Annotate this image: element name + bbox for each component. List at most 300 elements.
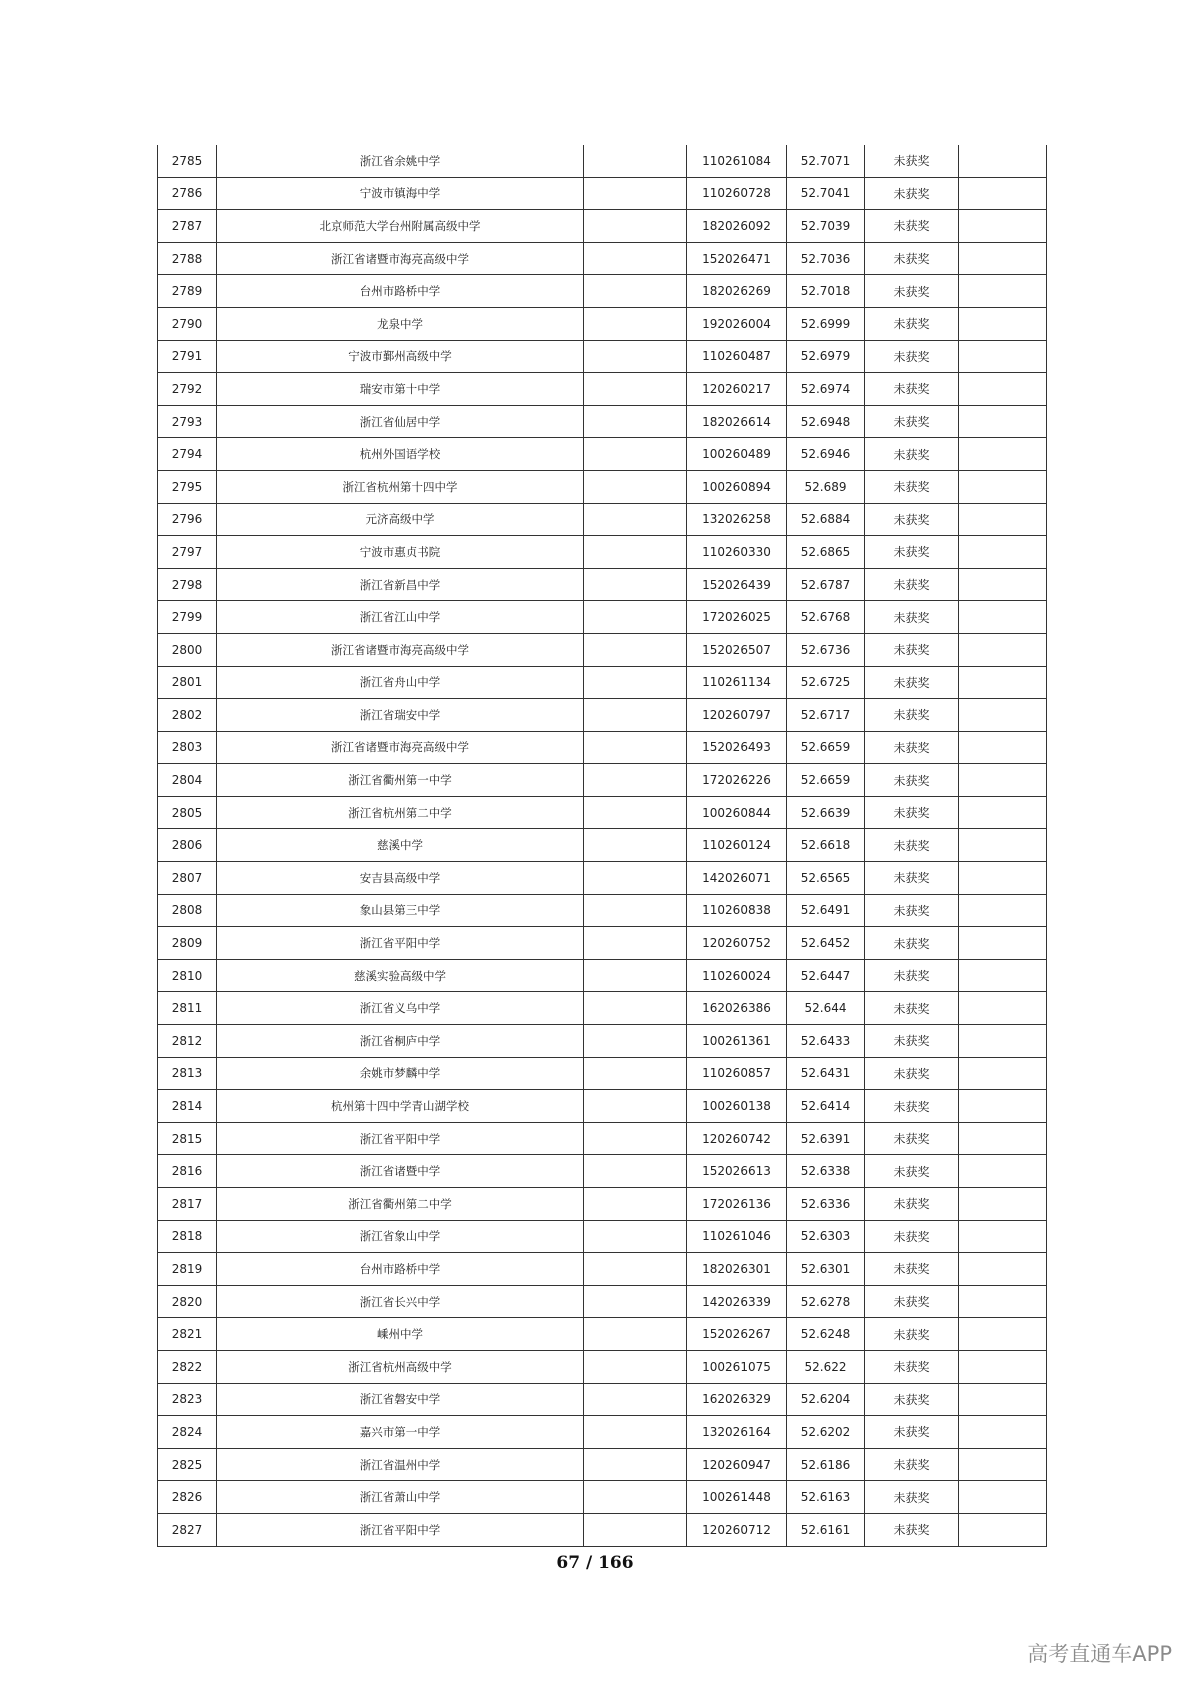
award-cell: 未获奖 (865, 666, 959, 699)
empty-cell (959, 275, 1047, 308)
id-cell: 110260838 (687, 894, 787, 927)
score-cell: 52.6391 (787, 1122, 865, 1155)
school-cell: 浙江省象山中学 (217, 1220, 584, 1253)
rank-cell: 2818 (158, 1220, 217, 1253)
empty-cell (584, 177, 687, 210)
award-cell: 未获奖 (865, 1481, 959, 1514)
id-cell: 120260947 (687, 1448, 787, 1481)
empty-cell (584, 145, 687, 177)
award-cell: 未获奖 (865, 1513, 959, 1546)
empty-cell (959, 1025, 1047, 1058)
empty-cell (584, 1513, 687, 1546)
id-cell: 100261075 (687, 1350, 787, 1383)
score-cell: 52.6161 (787, 1513, 865, 1546)
empty-cell (959, 568, 1047, 601)
school-cell: 浙江省衢州第二中学 (217, 1188, 584, 1221)
rank-cell: 2807 (158, 862, 217, 895)
empty-cell (959, 373, 1047, 406)
score-cell: 52.6659 (787, 731, 865, 764)
rank-cell: 2804 (158, 764, 217, 797)
award-cell: 未获奖 (865, 927, 959, 960)
id-cell: 162026386 (687, 992, 787, 1025)
award-cell: 未获奖 (865, 536, 959, 569)
school-cell: 浙江省瑞安中学 (217, 699, 584, 732)
id-cell: 132026258 (687, 503, 787, 536)
rank-cell: 2794 (158, 438, 217, 471)
school-cell: 浙江省平阳中学 (217, 927, 584, 960)
empty-cell (959, 438, 1047, 471)
score-cell: 52.7039 (787, 210, 865, 243)
rank-cell: 2805 (158, 796, 217, 829)
empty-cell (584, 275, 687, 308)
school-cell: 浙江省长兴中学 (217, 1285, 584, 1318)
id-cell: 110261046 (687, 1220, 787, 1253)
rank-cell: 2791 (158, 340, 217, 373)
rank-cell: 2814 (158, 1090, 217, 1123)
table-row (158, 1416, 1047, 1449)
score-cell: 52.6725 (787, 666, 865, 699)
table-row (158, 1025, 1047, 1058)
school-cell: 台州市路桥中学 (217, 1253, 584, 1286)
empty-cell (959, 1285, 1047, 1318)
table-row (158, 1090, 1047, 1123)
id-cell: 110260728 (687, 177, 787, 210)
award-cell: 未获奖 (865, 699, 959, 732)
id-cell: 100261448 (687, 1481, 787, 1514)
empty-cell (584, 1350, 687, 1383)
id-cell: 182026614 (687, 405, 787, 438)
empty-cell (584, 340, 687, 373)
table-row (158, 1057, 1047, 1090)
id-cell: 142026071 (687, 862, 787, 895)
score-cell: 52.6431 (787, 1057, 865, 1090)
id-cell: 182026092 (687, 210, 787, 243)
score-cell: 52.6433 (787, 1025, 865, 1058)
empty-cell (584, 992, 687, 1025)
id-cell: 142026339 (687, 1285, 787, 1318)
table-row (158, 894, 1047, 927)
rank-cell: 2825 (158, 1448, 217, 1481)
school-cell: 浙江省仙居中学 (217, 405, 584, 438)
award-cell: 未获奖 (865, 242, 959, 275)
empty-cell (584, 1090, 687, 1123)
award-cell: 未获奖 (865, 829, 959, 862)
table-row (158, 731, 1047, 764)
score-cell: 52.6717 (787, 699, 865, 732)
empty-cell (959, 177, 1047, 210)
table-row (158, 536, 1047, 569)
rank-cell: 2799 (158, 601, 217, 634)
score-cell: 52.6787 (787, 568, 865, 601)
table-row (158, 1188, 1047, 1221)
id-cell: 120260797 (687, 699, 787, 732)
table-body (158, 145, 1047, 1546)
rank-cell: 2801 (158, 666, 217, 699)
score-cell: 52.6301 (787, 1253, 865, 1286)
table-row (158, 862, 1047, 895)
empty-cell (959, 210, 1047, 243)
table-row (158, 1253, 1047, 1286)
award-cell: 未获奖 (865, 1057, 959, 1090)
rank-cell: 2789 (158, 275, 217, 308)
empty-cell (584, 764, 687, 797)
table-row (158, 340, 1047, 373)
school-cell: 浙江省衢州第一中学 (217, 764, 584, 797)
score-cell: 52.6491 (787, 894, 865, 927)
id-cell: 110260857 (687, 1057, 787, 1090)
rank-cell: 2816 (158, 1155, 217, 1188)
school-cell: 嘉兴市第一中学 (217, 1416, 584, 1449)
rank-cell: 2800 (158, 633, 217, 666)
table-row (158, 699, 1047, 732)
table-row (158, 1122, 1047, 1155)
score-cell: 52.6447 (787, 959, 865, 992)
id-cell: 120260752 (687, 927, 787, 960)
table-row (158, 1481, 1047, 1514)
id-cell: 110260330 (687, 536, 787, 569)
award-cell: 未获奖 (865, 862, 959, 895)
watermark: 高考直通车APP (1027, 1642, 1172, 1666)
empty-cell (584, 1220, 687, 1253)
table-row (158, 242, 1047, 275)
id-cell: 120260742 (687, 1122, 787, 1155)
award-cell: 未获奖 (865, 796, 959, 829)
empty-cell (584, 1285, 687, 1318)
empty-cell (959, 927, 1047, 960)
empty-cell (959, 764, 1047, 797)
empty-cell (584, 503, 687, 536)
table-row (158, 503, 1047, 536)
score-cell: 52.6163 (787, 1481, 865, 1514)
id-cell: 162026329 (687, 1383, 787, 1416)
table-row (158, 1220, 1047, 1253)
empty-cell (959, 894, 1047, 927)
score-cell: 52.7018 (787, 275, 865, 308)
rank-cell: 2826 (158, 1481, 217, 1514)
award-cell: 未获奖 (865, 568, 959, 601)
rank-cell: 2793 (158, 405, 217, 438)
empty-cell (959, 731, 1047, 764)
empty-cell (584, 1188, 687, 1221)
award-cell: 未获奖 (865, 1122, 959, 1155)
school-cell: 浙江省诸暨市海亮高级中学 (217, 242, 584, 275)
award-cell: 未获奖 (865, 1253, 959, 1286)
id-cell: 192026004 (687, 307, 787, 340)
score-cell: 52.6303 (787, 1220, 865, 1253)
id-cell: 172026136 (687, 1188, 787, 1221)
score-cell: 52.6659 (787, 764, 865, 797)
empty-cell (959, 503, 1047, 536)
empty-cell (584, 1253, 687, 1286)
award-cell: 未获奖 (865, 438, 959, 471)
empty-cell (959, 959, 1047, 992)
school-cell: 余姚市梦麟中学 (217, 1057, 584, 1090)
table-row (158, 210, 1047, 243)
empty-cell (959, 666, 1047, 699)
id-cell: 152026267 (687, 1318, 787, 1351)
school-cell: 宁波市鄞州高级中学 (217, 340, 584, 373)
empty-cell (959, 633, 1047, 666)
id-cell: 120260712 (687, 1513, 787, 1546)
school-cell: 北京师范大学台州附属高级中学 (217, 210, 584, 243)
school-cell: 慈溪实验高级中学 (217, 959, 584, 992)
school-cell: 浙江省诸暨市海亮高级中学 (217, 731, 584, 764)
empty-cell (584, 666, 687, 699)
empty-cell (584, 959, 687, 992)
school-cell: 慈溪中学 (217, 829, 584, 862)
empty-cell (584, 699, 687, 732)
score-cell: 52.689 (787, 470, 865, 503)
id-cell: 182026301 (687, 1253, 787, 1286)
empty-cell (584, 1416, 687, 1449)
award-cell: 未获奖 (865, 959, 959, 992)
empty-cell (584, 1057, 687, 1090)
table-row (158, 177, 1047, 210)
table-row (158, 275, 1047, 308)
school-cell: 龙泉中学 (217, 307, 584, 340)
award-cell: 未获奖 (865, 1448, 959, 1481)
award-cell: 未获奖 (865, 1025, 959, 1058)
empty-cell (959, 536, 1047, 569)
rank-cell: 2817 (158, 1188, 217, 1221)
school-cell: 浙江省余姚中学 (217, 145, 584, 177)
school-cell: 宁波市镇海中学 (217, 177, 584, 210)
table-row (158, 796, 1047, 829)
score-cell: 52.622 (787, 1350, 865, 1383)
table-row (158, 145, 1047, 177)
school-cell: 浙江省杭州高级中学 (217, 1350, 584, 1383)
id-cell: 110260024 (687, 959, 787, 992)
score-cell: 52.6979 (787, 340, 865, 373)
empty-cell (959, 1318, 1047, 1351)
empty-cell (959, 242, 1047, 275)
school-cell: 浙江省舟山中学 (217, 666, 584, 699)
rank-cell: 2810 (158, 959, 217, 992)
empty-cell (959, 601, 1047, 634)
school-cell: 安吉县高级中学 (217, 862, 584, 895)
award-cell: 未获奖 (865, 992, 959, 1025)
id-cell: 100260138 (687, 1090, 787, 1123)
award-cell: 未获奖 (865, 503, 959, 536)
school-cell: 浙江省杭州第十四中学 (217, 470, 584, 503)
empty-cell (959, 1220, 1047, 1253)
rank-cell: 2787 (158, 210, 217, 243)
id-cell: 182026269 (687, 275, 787, 308)
score-cell: 52.6999 (787, 307, 865, 340)
empty-cell (584, 633, 687, 666)
rank-cell: 2806 (158, 829, 217, 862)
score-cell: 52.6414 (787, 1090, 865, 1123)
school-cell: 浙江省义乌中学 (217, 992, 584, 1025)
rank-cell: 2798 (158, 568, 217, 601)
score-cell: 52.6338 (787, 1155, 865, 1188)
rank-cell: 2824 (158, 1416, 217, 1449)
table-row (158, 1155, 1047, 1188)
id-cell: 110260487 (687, 340, 787, 373)
empty-cell (959, 1481, 1047, 1514)
rank-cell: 2797 (158, 536, 217, 569)
empty-cell (584, 862, 687, 895)
empty-cell (584, 1155, 687, 1188)
score-cell: 52.7071 (787, 145, 865, 177)
score-cell: 52.6565 (787, 862, 865, 895)
table-row (158, 307, 1047, 340)
school-cell: 浙江省萧山中学 (217, 1481, 584, 1514)
rank-cell: 2823 (158, 1383, 217, 1416)
table-row (158, 992, 1047, 1025)
id-cell: 152026507 (687, 633, 787, 666)
empty-cell (584, 568, 687, 601)
table-row (158, 633, 1047, 666)
score-cell: 52.6278 (787, 1285, 865, 1318)
score-cell: 52.6452 (787, 927, 865, 960)
award-cell: 未获奖 (865, 177, 959, 210)
score-cell: 52.6884 (787, 503, 865, 536)
ranking-table (157, 145, 1047, 1547)
score-cell: 52.6618 (787, 829, 865, 862)
school-cell: 宁波市惠贞书院 (217, 536, 584, 569)
school-cell: 浙江省温州中学 (217, 1448, 584, 1481)
rank-cell: 2802 (158, 699, 217, 732)
id-cell: 120260217 (687, 373, 787, 406)
empty-cell (959, 1350, 1047, 1383)
table-row (158, 373, 1047, 406)
award-cell: 未获奖 (865, 1220, 959, 1253)
school-cell: 嵊州中学 (217, 1318, 584, 1351)
score-cell: 52.6768 (787, 601, 865, 634)
award-cell: 未获奖 (865, 1090, 959, 1123)
empty-cell (584, 601, 687, 634)
empty-cell (959, 1090, 1047, 1123)
award-cell: 未获奖 (865, 470, 959, 503)
award-cell: 未获奖 (865, 405, 959, 438)
rank-cell: 2821 (158, 1318, 217, 1351)
rank-cell: 2813 (158, 1057, 217, 1090)
table-row (158, 1350, 1047, 1383)
id-cell: 100260894 (687, 470, 787, 503)
award-cell: 未获奖 (865, 1350, 959, 1383)
school-cell: 浙江省新昌中学 (217, 568, 584, 601)
award-cell: 未获奖 (865, 373, 959, 406)
empty-cell (959, 1383, 1047, 1416)
empty-cell (959, 1188, 1047, 1221)
id-cell: 110260124 (687, 829, 787, 862)
rank-cell: 2792 (158, 373, 217, 406)
award-cell: 未获奖 (865, 894, 959, 927)
empty-cell (584, 731, 687, 764)
score-cell: 52.7041 (787, 177, 865, 210)
table-row (158, 1383, 1047, 1416)
table-row (158, 927, 1047, 960)
table-row (158, 959, 1047, 992)
rank-cell: 2815 (158, 1122, 217, 1155)
award-cell: 未获奖 (865, 340, 959, 373)
school-cell: 杭州第十四中学青山湖学校 (217, 1090, 584, 1123)
page-number: 67 / 166 (556, 1553, 634, 1573)
id-cell: 110261084 (687, 145, 787, 177)
id-cell: 152026613 (687, 1155, 787, 1188)
award-cell: 未获奖 (865, 307, 959, 340)
award-cell: 未获奖 (865, 145, 959, 177)
award-cell: 未获奖 (865, 210, 959, 243)
score-cell: 52.6865 (787, 536, 865, 569)
table-row (158, 829, 1047, 862)
award-cell: 未获奖 (865, 1416, 959, 1449)
score-cell: 52.6204 (787, 1383, 865, 1416)
award-cell: 未获奖 (865, 1155, 959, 1188)
empty-cell (959, 1122, 1047, 1155)
score-cell: 52.6948 (787, 405, 865, 438)
score-cell: 52.644 (787, 992, 865, 1025)
award-cell: 未获奖 (865, 764, 959, 797)
score-cell: 52.7036 (787, 242, 865, 275)
score-cell: 52.6248 (787, 1318, 865, 1351)
table-row (158, 470, 1047, 503)
empty-cell (584, 1025, 687, 1058)
id-cell: 152026471 (687, 242, 787, 275)
empty-cell (584, 536, 687, 569)
id-cell: 100260844 (687, 796, 787, 829)
empty-cell (584, 894, 687, 927)
empty-cell (584, 438, 687, 471)
award-cell: 未获奖 (865, 1383, 959, 1416)
empty-cell (959, 1155, 1047, 1188)
table-row (158, 568, 1047, 601)
school-cell: 浙江省平阳中学 (217, 1513, 584, 1546)
empty-cell (584, 405, 687, 438)
school-cell: 浙江省诸暨中学 (217, 1155, 584, 1188)
id-cell: 132026164 (687, 1416, 787, 1449)
score-cell: 52.6202 (787, 1416, 865, 1449)
score-cell: 52.6736 (787, 633, 865, 666)
empty-cell (584, 796, 687, 829)
id-cell: 110261134 (687, 666, 787, 699)
empty-cell (959, 862, 1047, 895)
empty-cell (959, 796, 1047, 829)
table-row (158, 1448, 1047, 1481)
id-cell: 100261361 (687, 1025, 787, 1058)
empty-cell (959, 470, 1047, 503)
table-row (158, 1285, 1047, 1318)
empty-cell (584, 210, 687, 243)
award-cell: 未获奖 (865, 275, 959, 308)
id-cell: 152026439 (687, 568, 787, 601)
award-cell: 未获奖 (865, 1318, 959, 1351)
empty-cell (959, 1513, 1047, 1546)
rank-cell: 2785 (158, 145, 217, 177)
empty-cell (959, 1448, 1047, 1481)
empty-cell (584, 1448, 687, 1481)
school-cell: 瑞安市第十中学 (217, 373, 584, 406)
score-cell: 52.6186 (787, 1448, 865, 1481)
empty-cell (959, 307, 1047, 340)
score-cell: 52.6946 (787, 438, 865, 471)
empty-cell (584, 1122, 687, 1155)
score-cell: 52.6336 (787, 1188, 865, 1221)
id-cell: 172026226 (687, 764, 787, 797)
school-cell: 浙江省诸暨市海亮高级中学 (217, 633, 584, 666)
empty-cell (584, 1481, 687, 1514)
table-row (158, 666, 1047, 699)
table-row (158, 438, 1047, 471)
empty-cell (584, 470, 687, 503)
rank-cell: 2796 (158, 503, 217, 536)
award-cell: 未获奖 (865, 633, 959, 666)
award-cell: 未获奖 (865, 1285, 959, 1318)
score-cell: 52.6974 (787, 373, 865, 406)
empty-cell (584, 829, 687, 862)
empty-cell (584, 1383, 687, 1416)
